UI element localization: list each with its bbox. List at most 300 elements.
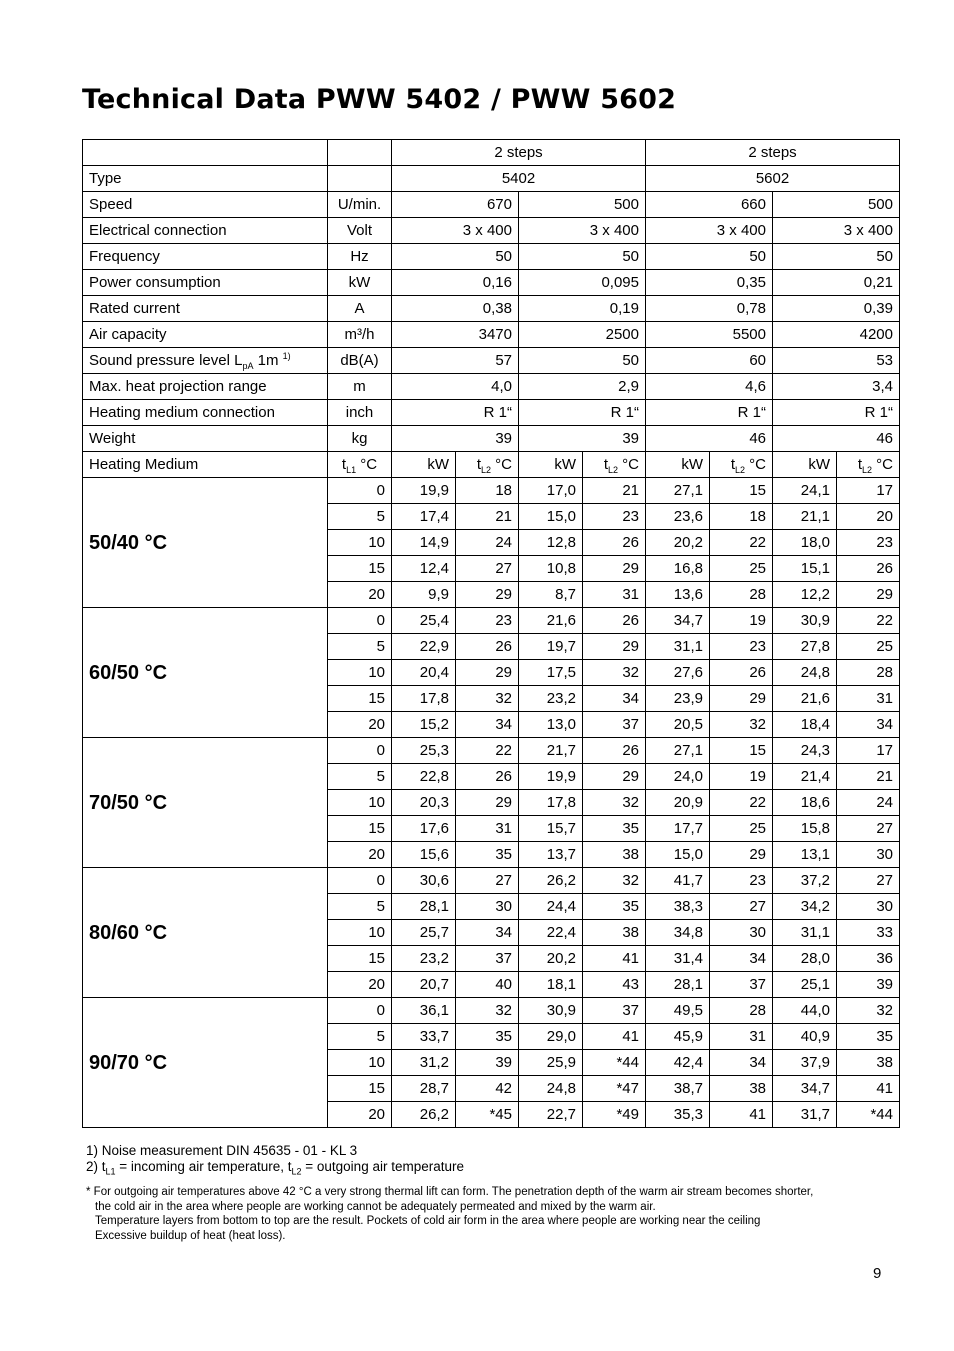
spec-value: 50: [646, 244, 773, 270]
data-cell: 19: [710, 608, 773, 634]
data-cell: 21: [583, 478, 646, 504]
spec-value: 0,35: [646, 270, 773, 296]
spec-unit: Volt: [328, 218, 392, 244]
spec-row: [83, 244, 900, 270]
data-cell: 17: [837, 738, 900, 764]
data-cell: 35: [837, 1024, 900, 1050]
tl1-value: 5: [328, 1024, 392, 1050]
data-cell: 27: [456, 868, 519, 894]
spec-value: 0,16: [392, 270, 519, 296]
data-cell: 41: [837, 1076, 900, 1102]
data-cell: 21,6: [519, 608, 583, 634]
group-label: 80/60 °C: [83, 868, 328, 998]
spec-label: Type: [83, 166, 328, 192]
data-cell: 35,3: [646, 1102, 710, 1128]
data-cell: *49: [583, 1102, 646, 1128]
data-cell: 22: [456, 738, 519, 764]
spec-value: 39: [519, 426, 646, 452]
tl1-value: 15: [328, 816, 392, 842]
spec-unit: [328, 166, 392, 192]
data-cell: 26,2: [392, 1102, 456, 1128]
data-cell: 22: [710, 790, 773, 816]
data-cell: 45,9: [646, 1024, 710, 1050]
spec-value: 0,78: [646, 296, 773, 322]
spec-value: 660: [646, 192, 773, 218]
tl1-header: [328, 452, 392, 478]
data-cell: 10,8: [519, 556, 583, 582]
data-cell: 28,1: [392, 894, 456, 920]
data-cell: 29: [837, 582, 900, 608]
type-value: 5602: [646, 166, 900, 192]
data-cell: 32: [583, 868, 646, 894]
spec-value: 3470: [392, 322, 519, 348]
tl1-value: 15: [328, 1076, 392, 1102]
data-cell: 43: [583, 972, 646, 998]
data-cell: 42: [456, 1076, 519, 1102]
spec-label: Air capacity: [83, 322, 328, 348]
spec-value: 60: [646, 348, 773, 374]
footnote-1: 1) Noise measurement DIN 45635 - 01 - KL 3: [86, 1143, 358, 1158]
data-cell: 15,8: [773, 816, 837, 842]
spec-value: 0,19: [519, 296, 646, 322]
data-cell: 23: [837, 530, 900, 556]
tl1-sub: L1: [346, 464, 357, 475]
data-cell: 35: [583, 894, 646, 920]
spec-unit: kW: [328, 270, 392, 296]
data-cell: 23,2: [519, 686, 583, 712]
spec-label: Rated current: [83, 296, 328, 322]
data-cell: *47: [583, 1076, 646, 1102]
data-cell: 18,1: [519, 972, 583, 998]
data-cell: 13,1: [773, 842, 837, 868]
steps-header-5602: 2 steps: [646, 140, 900, 166]
table-row: [83, 478, 900, 504]
spec-value: 2,9: [519, 374, 646, 400]
data-cell: 41: [583, 1024, 646, 1050]
data-cell: 30,6: [392, 868, 456, 894]
spec-value: 46: [646, 426, 773, 452]
asterisk-note-line: Temperature layers from bottom to top are the result. Pockets of cold air form in the area where people are working near the ceiling: [95, 1215, 761, 1227]
tl1-value: 5: [328, 504, 392, 530]
tl1-value: 0: [328, 608, 392, 634]
tl2-header: [710, 452, 773, 478]
spec-value: 46: [773, 426, 900, 452]
spec-label: Speed: [83, 192, 328, 218]
data-cell: 17,5: [519, 660, 583, 686]
kw-header: kW: [519, 452, 583, 478]
spec-row: [83, 400, 900, 426]
data-cell: 17,8: [392, 686, 456, 712]
spec-unit: kg: [328, 426, 392, 452]
data-cell: 33: [837, 920, 900, 946]
data-cell: 27,8: [773, 634, 837, 660]
data-cell: 25,4: [392, 608, 456, 634]
spec-unit: inch: [328, 400, 392, 426]
tl1-value: 5: [328, 764, 392, 790]
spec-row: [83, 426, 900, 452]
data-cell: 23: [583, 504, 646, 530]
data-cell: 29: [710, 842, 773, 868]
tl1-value: 5: [328, 634, 392, 660]
data-cell: 29,0: [519, 1024, 583, 1050]
empty-cell: [328, 140, 392, 166]
data-cell: 28: [837, 660, 900, 686]
tl2-symbol: t: [730, 455, 735, 473]
data-cell: 25: [710, 816, 773, 842]
data-cell: 28: [710, 582, 773, 608]
data-cell: 29: [583, 764, 646, 790]
tl2-header: [456, 452, 519, 478]
spec-value: 50: [392, 244, 519, 270]
tl2-symbol: t: [603, 455, 608, 473]
spec-value: 4,6: [646, 374, 773, 400]
data-cell: 24,1: [773, 478, 837, 504]
spec-row: [83, 322, 900, 348]
footnote-ref: 1): [282, 350, 291, 361]
asterisk-note-line: Excessive buildup of heat (heat loss).: [95, 1229, 286, 1242]
data-cell: 24: [456, 530, 519, 556]
spec-label: Weight: [83, 426, 328, 452]
spec-unit: dB(A): [328, 348, 392, 374]
data-cell: 34,8: [646, 920, 710, 946]
data-cell: 31,7: [773, 1102, 837, 1128]
data-cell: 15,7: [519, 816, 583, 842]
data-cell: 15,2: [392, 712, 456, 738]
data-cell: 34: [583, 686, 646, 712]
spec-unit: m: [328, 374, 392, 400]
data-cell: 23,6: [646, 504, 710, 530]
data-cell: 27,6: [646, 660, 710, 686]
tl1-value: 15: [328, 556, 392, 582]
spec-row: [83, 166, 900, 192]
spec-row: [83, 192, 900, 218]
tl2-sub: L2: [480, 464, 491, 475]
table-row: [83, 738, 900, 764]
data-cell: 26: [583, 738, 646, 764]
data-cell: 13,6: [646, 582, 710, 608]
data-cell: 39: [456, 1050, 519, 1076]
data-cell: 36,1: [392, 998, 456, 1024]
spec-value: R 1“: [773, 400, 900, 426]
tl2-unit: °C: [491, 455, 512, 473]
spec-value: 50: [519, 348, 646, 374]
spec-value: 39: [392, 426, 519, 452]
tl2-header: [837, 452, 900, 478]
tl1-value: 0: [328, 478, 392, 504]
data-cell: 41: [583, 946, 646, 972]
tl1-value: 20: [328, 1102, 392, 1128]
data-cell: 32: [837, 998, 900, 1024]
tl1-value: 10: [328, 790, 392, 816]
data-cell: 31: [456, 816, 519, 842]
data-cell: 26: [456, 634, 519, 660]
data-cell: 25,7: [392, 920, 456, 946]
technical-data-table: [82, 139, 900, 1128]
data-cell: 20,5: [646, 712, 710, 738]
tl1-value: 20: [328, 972, 392, 998]
data-cell: 20,4: [392, 660, 456, 686]
data-cell: 41,7: [646, 868, 710, 894]
data-cell: 38,7: [646, 1076, 710, 1102]
spec-value: 2500: [519, 322, 646, 348]
data-cell: 25: [837, 634, 900, 660]
data-cell: 27: [837, 868, 900, 894]
data-cell: 34: [456, 712, 519, 738]
data-cell: 39: [837, 972, 900, 998]
spec-value: 3 x 400: [773, 218, 900, 244]
tl1-value: 0: [328, 998, 392, 1024]
kw-header: kW: [773, 452, 837, 478]
data-cell: 42,4: [646, 1050, 710, 1076]
data-cell: 29: [456, 790, 519, 816]
data-cell: 40,9: [773, 1024, 837, 1050]
data-cell: 18: [456, 478, 519, 504]
data-cell: 28,0: [773, 946, 837, 972]
tl1-value: 10: [328, 660, 392, 686]
data-cell: 12,8: [519, 530, 583, 556]
kw-header: kW: [646, 452, 710, 478]
spec-row: [83, 374, 900, 400]
tl1-value: 15: [328, 686, 392, 712]
data-cell: 26,2: [519, 868, 583, 894]
data-cell: 26: [710, 660, 773, 686]
steps-header-row: [83, 140, 900, 166]
data-cell: 20,2: [519, 946, 583, 972]
spec-row: [83, 296, 900, 322]
spec-label: [83, 348, 328, 374]
tl2-unit: °C: [618, 455, 639, 473]
table-row: [83, 998, 900, 1024]
tl1-value: 10: [328, 920, 392, 946]
data-cell: 31: [837, 686, 900, 712]
data-cell: 34,7: [773, 1076, 837, 1102]
data-cell: 15,0: [646, 842, 710, 868]
data-cell: 24,3: [773, 738, 837, 764]
spec-value: 3 x 400: [392, 218, 519, 244]
spec-value: 50: [519, 244, 646, 270]
data-cell: *44: [583, 1050, 646, 1076]
spec-unit: U/min.: [328, 192, 392, 218]
spec-value: 50: [773, 244, 900, 270]
heating-medium-header-row: [83, 452, 900, 478]
data-cell: 34: [456, 920, 519, 946]
data-cell: 49,5: [646, 998, 710, 1024]
data-cell: 30,9: [773, 608, 837, 634]
tl1-symbol: t: [341, 455, 347, 473]
data-cell: 37,2: [773, 868, 837, 894]
asterisk-note-line: * For outgoing air temperatures above 42 °C a very strong thermal lift can form. The penetration depth of the warm air stream becomes shorter,: [86, 1186, 814, 1198]
data-cell: 31,1: [773, 920, 837, 946]
spec-value: 3,4: [773, 374, 900, 400]
tl2-sub: L2: [607, 464, 618, 475]
data-cell: 13,7: [519, 842, 583, 868]
data-cell: 8,7: [519, 582, 583, 608]
data-cell: 35: [583, 816, 646, 842]
steps-header-5402: 2 steps: [392, 140, 646, 166]
spec-label-sub: pA: [242, 360, 254, 371]
spec-label: Power consumption: [83, 270, 328, 296]
data-cell: 21,4: [773, 764, 837, 790]
spec-label: Electrical connection: [83, 218, 328, 244]
spec-value: 670: [392, 192, 519, 218]
data-cell: 31: [583, 582, 646, 608]
tl2-unit: °C: [745, 455, 766, 473]
data-cell: 19,9: [519, 764, 583, 790]
data-cell: *44: [837, 1102, 900, 1128]
group-label: 90/70 °C: [83, 998, 328, 1128]
tl1-value: 15: [328, 946, 392, 972]
page-number: 9: [873, 1265, 882, 1282]
data-cell: 27,1: [646, 738, 710, 764]
asterisk-note: [86, 1185, 906, 1243]
data-cell: 27: [837, 816, 900, 842]
data-cell: 33,7: [392, 1024, 456, 1050]
data-cell: 21,1: [773, 504, 837, 530]
data-cell: 23,2: [392, 946, 456, 972]
data-cell: 34: [710, 946, 773, 972]
data-cell: 17: [837, 478, 900, 504]
data-cell: 20: [837, 504, 900, 530]
data-cell: 19,9: [392, 478, 456, 504]
data-cell: 31: [710, 1024, 773, 1050]
data-cell: 32: [710, 712, 773, 738]
data-cell: 13,0: [519, 712, 583, 738]
data-cell: 23: [710, 868, 773, 894]
data-cell: 26: [583, 608, 646, 634]
tl1-value: 20: [328, 582, 392, 608]
data-cell: 37: [583, 998, 646, 1024]
data-cell: 24: [837, 790, 900, 816]
tl1-value: 0: [328, 738, 392, 764]
spec-value: R 1“: [392, 400, 519, 426]
data-cell: 23,9: [646, 686, 710, 712]
data-cell: 26: [583, 530, 646, 556]
data-cell: 38: [583, 842, 646, 868]
data-cell: 36: [837, 946, 900, 972]
data-cell: 18,6: [773, 790, 837, 816]
data-cell: 22: [710, 530, 773, 556]
spec-value: 0,38: [392, 296, 519, 322]
data-cell: 15,1: [773, 556, 837, 582]
data-cell: 35: [456, 842, 519, 868]
spec-value: 4200: [773, 322, 900, 348]
data-cell: 25: [710, 556, 773, 582]
empty-cell: [83, 140, 328, 166]
spec-label-text: 1m: [253, 351, 283, 369]
tl2-sub: L2: [861, 464, 872, 475]
spec-value: 0,39: [773, 296, 900, 322]
data-cell: 17,8: [519, 790, 583, 816]
tl1-value: 5: [328, 894, 392, 920]
data-cell: 15: [710, 738, 773, 764]
table-row: [83, 608, 900, 634]
data-cell: *45: [456, 1102, 519, 1128]
kw-header: kW: [392, 452, 456, 478]
data-cell: 40: [456, 972, 519, 998]
data-cell: 15: [710, 478, 773, 504]
data-cell: 29: [456, 660, 519, 686]
tl1-value: 20: [328, 842, 392, 868]
data-cell: 41: [710, 1102, 773, 1128]
table-row: [83, 868, 900, 894]
data-cell: 21: [837, 764, 900, 790]
data-cell: 21,7: [519, 738, 583, 764]
page-title: Technical Data PWW 5402 / PWW 5602: [82, 84, 677, 115]
data-cell: 32: [583, 790, 646, 816]
data-cell: 37: [456, 946, 519, 972]
data-cell: 34: [837, 712, 900, 738]
data-cell: 18,4: [773, 712, 837, 738]
data-cell: 30: [710, 920, 773, 946]
tl2-unit: °C: [872, 455, 893, 473]
data-cell: 23: [710, 634, 773, 660]
data-cell: 22,8: [392, 764, 456, 790]
heating-medium-label: Heating Medium: [83, 452, 328, 478]
data-cell: 35: [456, 1024, 519, 1050]
data-cell: 17,7: [646, 816, 710, 842]
data-cell: 37,9: [773, 1050, 837, 1076]
data-cell: 15,6: [392, 842, 456, 868]
data-cell: 24,0: [646, 764, 710, 790]
tl2-header: [583, 452, 646, 478]
data-cell: 27,1: [646, 478, 710, 504]
data-cell: 22,4: [519, 920, 583, 946]
data-cell: 17,0: [519, 478, 583, 504]
data-cell: 18: [710, 504, 773, 530]
data-cell: 26: [837, 556, 900, 582]
data-cell: 27: [456, 556, 519, 582]
tl1-value: 10: [328, 530, 392, 556]
spec-unit: m³/h: [328, 322, 392, 348]
data-cell: 30: [456, 894, 519, 920]
data-cell: 34,2: [773, 894, 837, 920]
spec-label: Heating medium connection: [83, 400, 328, 426]
data-cell: 25,9: [519, 1050, 583, 1076]
data-cell: 24,8: [519, 1076, 583, 1102]
data-cell: 29: [456, 582, 519, 608]
data-cell: 38,3: [646, 894, 710, 920]
data-cell: 31,4: [646, 946, 710, 972]
data-cell: 27: [710, 894, 773, 920]
spec-value: 5500: [646, 322, 773, 348]
spec-value: 500: [519, 192, 646, 218]
data-cell: 20,9: [646, 790, 710, 816]
data-cell: 44,0: [773, 998, 837, 1024]
data-cell: 14,9: [392, 530, 456, 556]
group-label: 50/40 °C: [83, 478, 328, 608]
data-cell: 34: [710, 1050, 773, 1076]
spec-value: 53: [773, 348, 900, 374]
spec-value: 3 x 400: [519, 218, 646, 244]
spec-value: 0,21: [773, 270, 900, 296]
spec-label: Frequency: [83, 244, 328, 270]
tl2-sub: L2: [734, 464, 745, 475]
data-cell: 26: [456, 764, 519, 790]
table-body: [83, 140, 900, 1128]
tl1-value: 0: [328, 868, 392, 894]
data-cell: 29: [583, 556, 646, 582]
asterisk-note-line: the cold air in the area where people are working cannot be adequately permeated and mixed by the warm air.: [95, 1200, 656, 1213]
tl1-value: 20: [328, 712, 392, 738]
data-cell: 29: [710, 686, 773, 712]
data-cell: 16,8: [646, 556, 710, 582]
data-cell: 12,4: [392, 556, 456, 582]
data-cell: 30,9: [519, 998, 583, 1024]
tl1-value: 10: [328, 1050, 392, 1076]
footnote-2: 2) $t_{L1}$ = incoming air temperature, $t_{L2}$ = outgoing air temperature: [86, 1159, 464, 1177]
data-cell: 21: [456, 504, 519, 530]
tl2-symbol: t: [857, 455, 862, 473]
